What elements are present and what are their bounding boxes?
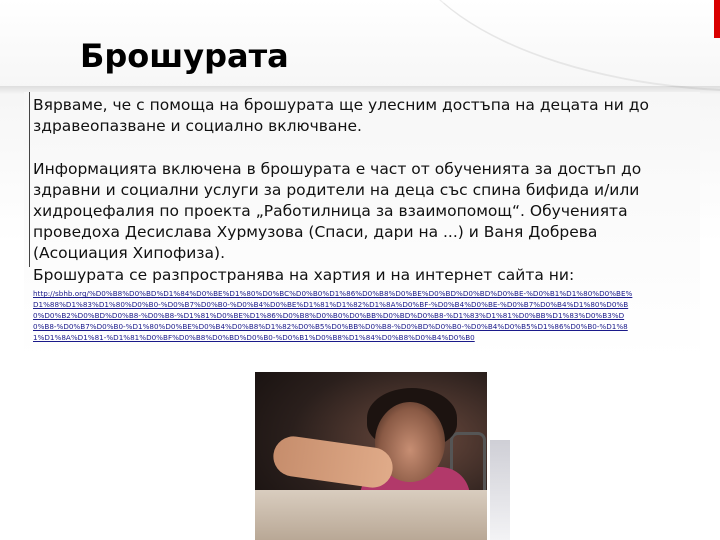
photo-child-at-table xyxy=(255,372,487,540)
slide-title: Брошурата xyxy=(80,37,289,75)
photo-table xyxy=(255,490,487,540)
website-link[interactable]: http://sbhb.org/%D0%B8%D0%BD%D1%84%D0%BE%D1%80%D0%BC%D0%B0%D1%86%D0%B8%D0%BE%D0%BD%D0%BD%D0%BE-%D0%B1%D1%80%D0%BE%D1%88%D1%83%D1%80%D0%B0-%D0%B7%D0%B0-%D0%B4%D0%BE%D1%81%D1%82%D1%8A%D0%BF-%D0%B4%D0%BE-%D0%B7%D0%B4%D1%80%D0%B0%D0%B2%D0%BD%D0%B8-%D0%B8-%D1%81%D0%BE%D1%86%D0%B8%D0%B0%D0%BB%D0%BD%D0%B8-%D1%83%D1%81%D0%BB%D1%83%D0%B3%D0%B8-%D0%B7%D0%B0-%D1%80%D0%BE%D0%B4%D0%B8%D1%82%D0%B5%D0%BB%D0%B8-%D0%BD%D0%B0-%D0%B4%D0%B5%D1%86%D0%B0-%D1%81%D1%8A%D1%81-%D1%81%D0%BF%D0%B8%D0%BD%D0%B0-%D0%B1%D0%B8%D1%84%D0%B8%D0%B4%D0%B0 xyxy=(33,289,633,342)
left-rule-divider xyxy=(29,92,30,267)
photo-edge xyxy=(490,440,510,540)
paragraph-intro: Вярваме, че с помоща на брошурата ще улесним достъпа на децата ни до здравеопазване и социално включване. xyxy=(33,96,649,135)
accent-bar xyxy=(714,0,720,38)
paragraph-information: Информацията включена в брошурата е част от обученията за достъп до здравни и социални услуги за родители на деца със спина бифида и/или хидроцефалия по проекта „Работилница за взаимопомощ“. Обученията проведоха Десислава Хурмузова (Спаси, дари на ...) и Ваня Добрева (Асоциация Хипофиза). xyxy=(33,160,642,262)
paragraph-distribution: Брошурата се разпространява на хартия и на интернет сайта ни: xyxy=(33,266,575,284)
